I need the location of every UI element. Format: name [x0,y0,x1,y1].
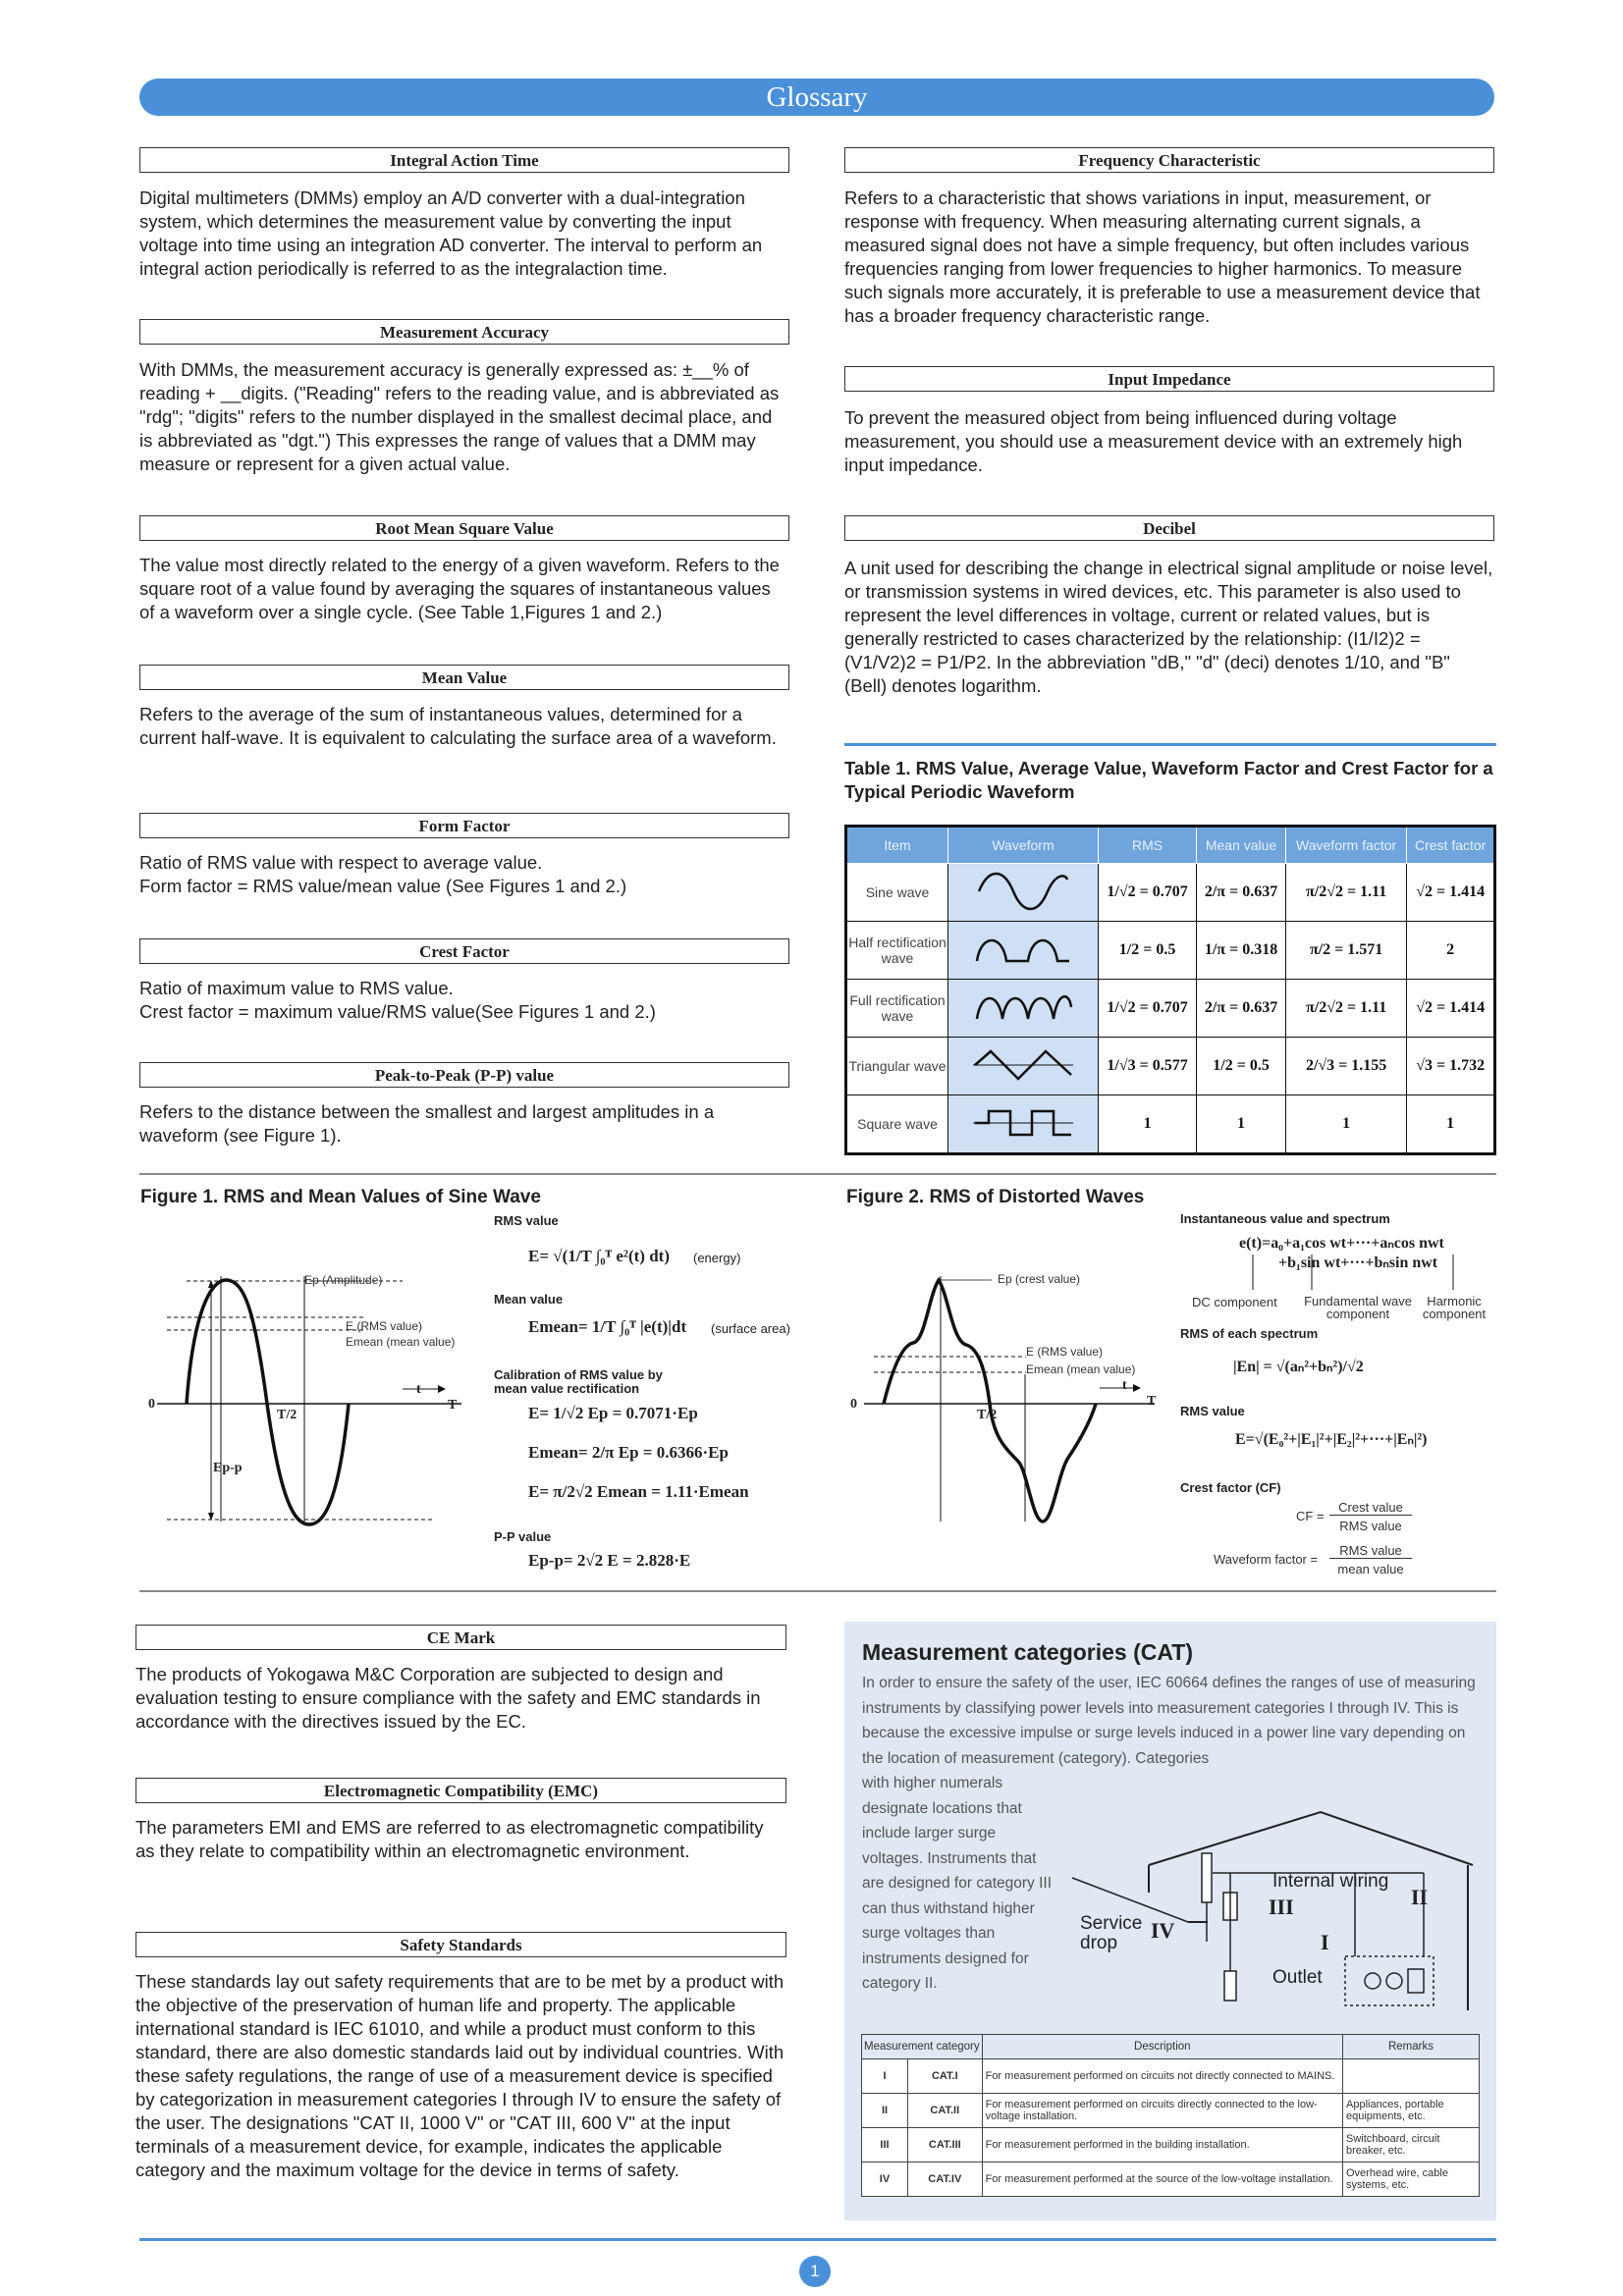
table-row [846,922,1495,980]
figure2-rms-label: RMS value [1180,1404,1245,1418]
table-cell-waveform-factor: π/2 = 1.571 [1285,922,1406,980]
table-row [862,2094,1480,2128]
triangular-wave-icon [948,1038,1099,1095]
table-cell-rms: 1/√3 = 0.577 [1099,1038,1197,1095]
figure2-erms-label: E (RMS value) [1026,1345,1104,1359]
figures-top-divider [139,1173,1496,1175]
diagram-cat-iv-label: IV [1151,1918,1175,1943]
footer-divider [139,2238,1496,2241]
section-title-frequency-characteristic: Frequency Characteristic [844,147,1494,173]
section-body-decibel: A unit used for describing the change in electrical signal amplitude or noise level, or transmission systems in wired devices, etc. This parameter is also used to represent the level differences in voltage, current or related values, but is generally restricted to cases characterized by the relationship: (I1/I2)2 = (V1/V2)2 = P1/P2. In the abbreviation "dB," "d" (deci) denotes 1/10, and "B" (Bell) denotes logarithm. [844,558,1493,696]
table-row [846,1038,1495,1095]
figure2-spectrum-formula: |En| = √(aₙ²+bₙ²)/√2 [1233,1359,1364,1375]
table-cell-item: Sine wave [846,864,948,922]
category-remarks: Switchboard, circuit breaker, etc. [1343,2128,1480,2163]
figure1-mean-label: Mean value [494,1292,564,1307]
figure2-zero-label: 0 [850,1397,857,1412]
figure2-instantaneous-formula-1: e(t)=a₀+a₁cos wt+···+aₙcos nwt [1239,1235,1444,1252]
category-description: For measurement performed on circuits not directly connected to MAINS. [982,2059,1342,2094]
rms-table-header-item: Item [846,827,948,864]
square-wave-icon [948,1095,1099,1154]
section-title-integral-action-time: Integral Action Time [139,147,789,173]
category-code: CAT.III [908,2128,983,2163]
figure1-pp-formula: Ep-p= 2√2 E = 2.828·E [528,1551,691,1570]
section-title-safety-standards: Safety Standards [135,1932,786,1957]
figures-bottom-divider [139,1590,1496,1592]
figure1-calibration-formula-2: Emean= 2/π Ep = 0.6366·Ep [528,1443,729,1462]
section-body-peak-to-peak: Refers to the distance between the smallest and largest amplitudes in a waveform (see Figure 1). [139,1101,715,1146]
figure2-spectrum-label: RMS of each spectrum [1180,1326,1319,1341]
table-cell-rms: 1/√2 = 0.707 [1099,864,1197,922]
figure2-ep-label: Ep (crest value) [998,1272,1081,1286]
category-code: CAT.I [908,2059,983,2094]
table-cell-crest-factor: 1 [1407,1095,1495,1154]
table-cell-waveform-factor: 2/√3 = 1.155 [1285,1038,1406,1095]
measurement-category-table [861,2034,1480,2197]
diagram-internal-wiring-label: Internal wiring [1272,1871,1389,1892]
figure1-calibration-formula-1: E= 1/√2 Ep = 0.7071·Ep [528,1404,698,1422]
section-body-input-impedance: To prevent the measured object from being influenced during voltage measurement, you should use a measurement device with an extremely high input impedance. [844,407,1463,475]
section-title-rms-value: Root Mean Square Value [139,515,789,541]
figure2-T-label: T [1147,1394,1157,1409]
section-body-mean-value: Refers to the average of the sum of instantaneous values, determined for a current half-wave. It is equivalent to calculating the surface area of a waveform. [139,704,777,748]
figure1-pp-label: P-P value [494,1529,552,1544]
figure1-mean-formula: Emean= 1/T ∫₀ᵀ |e(t)|dt [528,1317,687,1336]
section-title-input-impedance: Input Impedance [844,366,1494,392]
table-row [846,864,1495,922]
table-cell-mean: 2/π = 0.637 [1197,980,1286,1038]
category-description: For measurement performed in the building installation. [982,2128,1342,2163]
figure1-emean-label: Emean (mean value) [346,1335,456,1349]
table-cell-mean: 1/π = 0.318 [1197,922,1286,980]
figure2-wf-lhs: Waveform factor = [1214,1552,1319,1567]
figure2-distorted-wave-graph [844,1256,1168,1541]
figure1-calibration-formula-3: E= π/2√2 Emean = 1.11·Emean [528,1482,749,1501]
section-body-emc: The parameters EMI and EMS are referred to as electromagnetic compatibility as they relate to compatibility within an electromagnetic environment. [135,1817,764,1861]
category-number: III [862,2128,908,2163]
category-remarks: Appliances, portable equipments, etc. [1343,2094,1480,2128]
diagram-service-drop-label: Service drop [1080,1913,1143,1953]
figure2-wf-numerator: RMS value [1329,1543,1412,1559]
figure2-spectrum-arrows [1198,1253,1492,1294]
figure1-half-period-label: T/2 [277,1408,298,1422]
table-row [862,2059,1480,2094]
table-cell-mean: 1/2 = 0.5 [1197,1038,1286,1095]
rms-table-header-rms: RMS [1099,827,1197,864]
table-row [862,2163,1480,2197]
table-row [846,1095,1495,1154]
table-cell-crest-factor: √3 = 1.732 [1407,1038,1495,1095]
section-body-form-factor: Ratio of RMS value with respect to average value. Form factor = RMS value/mean value (See Figures 1 and 2.) [139,852,627,896]
figure1-rms-formula: E= √(1/T ∫₀ᵀ e²(t) dt) [528,1247,670,1265]
category-table-header-description: Description [982,2035,1342,2059]
section-title-peak-to-peak: Peak-to-Peak (P-P) value [139,1062,789,1088]
figure1-sine-graph [137,1256,501,1541]
figure1-title: Figure 1. RMS and Mean Values of Sine Wave [140,1187,541,1207]
table-cell-rms: 1/2 = 0.5 [1099,922,1197,980]
section-body-frequency-characteristic: Refers to a characteristic that shows variations in input, measurement, or response with frequency. When measuring alternating current signals, a measured signal does not have a simple frequency, but often includes various frequencies ranging from lower frequencies to higher harmonics. To measure such signals more accurately, it is preferable to use a measurement device that has a broader frequency characteristic range. [844,187,1481,326]
sine-wave-icon [948,864,1099,922]
section-title-decibel: Decibel [844,515,1494,541]
figure2-cf-lhs: CF = [1296,1509,1325,1523]
table-cell-crest-factor: 2 [1407,922,1495,980]
figure1-erms-label: E (RMS value) [346,1319,423,1333]
figure2-crest-factor-label: Crest factor (CF) [1180,1480,1281,1495]
section-title-crest-factor: Crest Factor [139,938,789,964]
figure2-instantaneous-label: Instantaneous value and spectrum [1180,1211,1390,1226]
table-cell-rms: 1/√2 = 0.707 [1099,980,1197,1038]
figure2-cf-numerator: Crest value [1329,1500,1412,1516]
table-cell-item: Triangular wave [846,1038,948,1095]
figure2-rms-formula: E=√(E₀²+|E₁|²+|E₂|²+···+|Eₙ|²) [1235,1431,1428,1448]
figure2-fundamental-component: Fundamental wave component [1304,1294,1412,1321]
figure2-wf-denominator: mean value [1337,1562,1404,1576]
measurement-categories-title: Measurement categories (CAT) [862,1639,1193,1665]
category-code: CAT.II [908,2094,983,2128]
table-cell-crest-factor: √2 = 1.414 [1407,980,1495,1038]
figure1-epp-label: Ep-p [213,1461,243,1475]
category-table-header-category: Measurement category [862,2035,983,2059]
section-body-ce-mark: The products of Yokogawa M&C Corporation are subjected to design and evaluation testing to ensure compliance with the safety and EMC standards in accordance with the directives issued by the EC. [135,1664,761,1732]
category-table-header-remarks: Remarks [1343,2035,1480,2059]
page-title-banner: Glossary [139,79,1494,116]
table1-caption: Table 1. RMS Value, Average Value, Waveform Factor and Crest Factor for a Typical Periodic Waveform [844,758,1493,802]
category-code: CAT.IV [908,2163,983,2197]
diagram-cat-iii-label: III [1269,1895,1294,1919]
section-title-mean-value: Mean Value [139,665,789,690]
section-body-safety-standards: These standards lay out safety requirements that are to be met by a product with the objective of the preservation of human life and property. The applicable international standard is IEC 61010, and while a product must conform to this standard, there are also domestic standards laid out by individual countries. With these safety regulations, the range of use of a measurement device is specified by categorization in measurement categories I through IV to ensure the safety of the user. The designations "CAT II, 1000 V" or "CAT III, 600 V" at the input terminals of a measurement device, for example, indicates the applicable category and the maximum voltage for the device in terms of safety. [135,1971,784,2180]
figure1-calibration-label: Calibration of RMS value by mean value rectification [494,1367,663,1396]
table-cell-waveform-factor: 1 [1285,1095,1406,1154]
diagram-outlet-label: Outlet [1272,1967,1323,1988]
figure1-T-label: T [448,1398,458,1413]
measurement-categories-intro: In order to ensure the safety of the user, IEC 60664 defines the ranges of use of measuring instruments by classifying power levels into measurement categories I through IV. This is because the excessive impulse or surge levels induced in a power line vary depending on the location of measurement (category). Categories [862,1675,1476,1767]
rms-table [844,825,1496,1155]
page-number: 1 [799,2256,831,2287]
section-body-rms-value: The value most directly related to the energy of a given waveform. Refers to the square root of a value found by averaging the squares of instantaneous values of a waveform over a single cycle. (See Table 1,Figures 1 and 2.) [139,555,780,622]
table-cell-crest-factor: √2 = 1.414 [1407,864,1495,922]
diagram-cat-ii-label: II [1411,1885,1429,1909]
rms-table-header-crest-factor: Crest factor [1407,827,1495,864]
figure1-zero-label: 0 [148,1397,155,1412]
table-cell-waveform-factor: π/2√2 = 1.11 [1285,864,1406,922]
category-table-header-row [862,2035,1480,2059]
rms-table-header-waveform: Waveform [948,827,1099,864]
category-description: For measurement performed on circuits directly connected to the low-voltage installation. [982,2094,1342,2128]
figure1-rms-label: RMS value [494,1213,559,1228]
category-number: IV [862,2163,908,2197]
figure1-mean-note: (surface area) [711,1321,790,1336]
figure2-half-period-label: T/2 [977,1408,998,1422]
figure2-title: Figure 2. RMS of Distorted Waves [846,1187,1145,1207]
rms-table-header-mean: Mean value [1197,827,1286,864]
category-description: For measurement performed at the source of the low-voltage installation. [982,2163,1342,2197]
table-cell-mean: 1 [1197,1095,1286,1154]
table-row [846,980,1495,1038]
table1-divider [844,743,1496,746]
rms-table-header-row [846,827,1495,864]
section-body-integral-action-time: Digital multimeters (DMMs) employ an A/D converter with a dual-integration system, which determines the measurement value by converting the input voltage into time using an integration AD converter. The interval to perform an integral action periodically is referred to as the integralaction time. [139,187,763,279]
figure2-dc-component: DC component [1192,1295,1277,1309]
table-cell-rms: 1 [1099,1095,1197,1154]
table-cell-mean: 2/π = 0.637 [1197,864,1286,922]
section-body-measurement-accuracy: With DMMs, the measurement accuracy is generally expressed as: ±__% of reading + __digits. ("Reading" refers to the reading value, and is abbreviated as "rdg"; "digits" refers to the number displayed in the smallest decimal place, and is abbreviated as "dgt.") This expresses the range of values that a DMM may measure or represent for a given actual value. [139,359,780,474]
category-remarks: Overhead wire, cable systems, etc. [1343,2163,1480,2197]
figure1-rms-note: (energy) [693,1251,741,1265]
table-cell-item: Full rectification wave [846,980,948,1038]
section-title-ce-mark: CE Mark [135,1625,786,1650]
category-number: I [862,2059,908,2094]
section-title-form-factor: Form Factor [139,813,789,838]
figure1-ep-label: Ep (Amplitude) [304,1273,383,1287]
category-number: II [862,2094,908,2128]
figure1-t-label: t [416,1382,421,1397]
section-title-emc: Electromagnetic Compatibility (EMC) [135,1778,786,1803]
table-cell-item: Half rectification wave [846,922,948,980]
full-rectification-wave-icon [948,980,1099,1038]
figure2-t-label: t [1122,1378,1127,1393]
diagram-cat-i-label: I [1321,1930,1329,1954]
section-body-crest-factor: Ratio of maximum value to RMS value. Crest factor = maximum value/RMS value(See Figures 1 and 2.) [139,978,656,1022]
rms-table-header-waveform-factor: Waveform factor [1285,827,1406,864]
figure2-cf-denominator: RMS value [1339,1519,1402,1533]
table-cell-waveform-factor: π/2√2 = 1.11 [1285,980,1406,1038]
measurement-categories-intro-continued: with higher numerals designate locations that include larger surge voltages. Instruments that are designed for category III can thus withstand higher surge voltages than instruments designed for category II. [862,1775,1053,1992]
figure2-harmonic-component: Harmonic component [1422,1294,1487,1321]
figure2-emean-label: Emean (mean value) [1026,1362,1136,1376]
table-cell-item: Square wave [846,1095,948,1154]
half-rectification-wave-icon [948,922,1099,980]
section-title-measurement-accuracy: Measurement Accuracy [139,319,789,345]
figure2-instantaneous-formula-2: +b₁sin wt+···+bₙsin nwt [1278,1255,1438,1271]
category-remarks [1343,2059,1480,2094]
table-row [862,2128,1480,2163]
